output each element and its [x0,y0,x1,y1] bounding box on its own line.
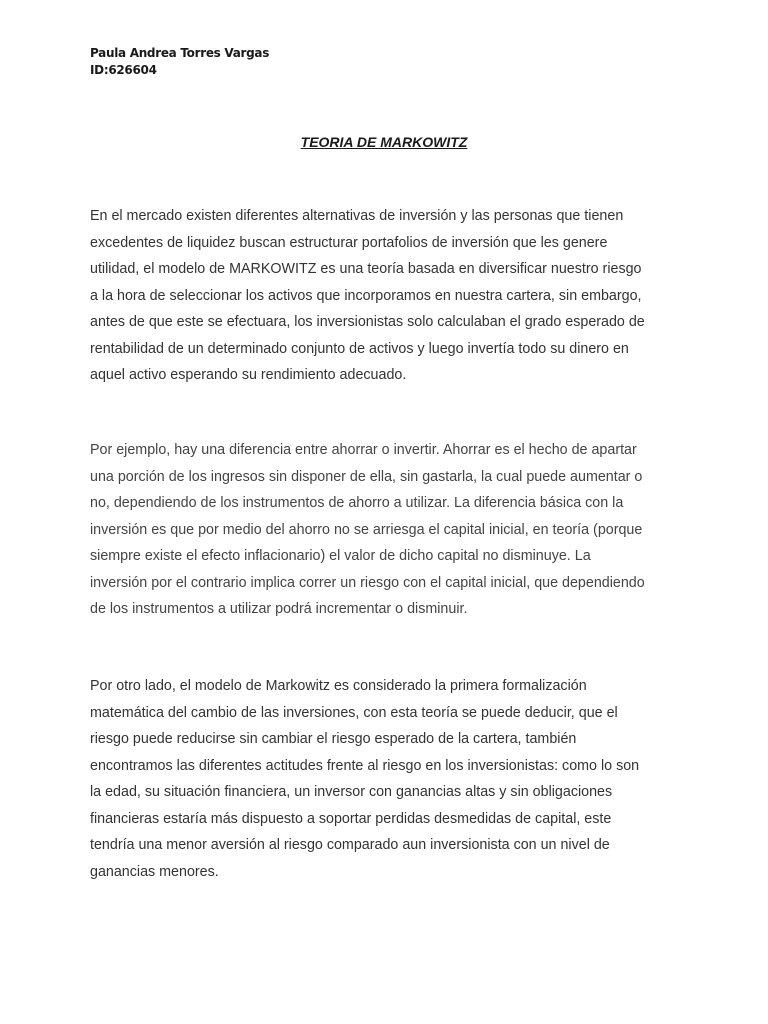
paragraph-line: inversión por el contrario implica correr un riesgo con el capital inicial, que dependiendo [90,574,645,591]
paragraph-line: excedentes de liquidez buscan estructurar portafolios de inversión que les genere [90,234,608,251]
author-id: ID:626604 [90,63,157,77]
paragraph-line: de los instrumentos a utilizar podrá incrementar o disminuir. [90,601,468,617]
author-block [90,45,269,79]
paragraph-line: tendría una menor aversión al riesgo comparado aun inversionista con un nivel de [90,837,610,853]
paragraph-line: la edad, su situación financiera, un inversor con ganancias altas y sin obligaciones [90,784,613,800]
author-name: Paula Andrea Torres Vargas [90,46,270,60]
paragraph-line: En el mercado existen diferentes alternativas de inversión y las personas que tienen [90,208,624,224]
paragraph-line: utilidad, el modelo de MARKOWITZ es una teoría basada en diversificar nuestro riesgo [90,261,642,277]
paragraph-line: a la hora de seleccionar los activos que incorporamos en nuestra cartera, sin embargo, [90,287,642,304]
paragraph-line: siempre existe el efecto inflacionario) el valor de dicho capital no disminuye. La [90,548,591,564]
paragraph-line: encontramos las diferentes actitudes frente al riesgo en los inversionistas: como lo son [90,757,640,774]
paragraph-line: financieras estaría más dispuesto a soportar perdidas desmedidas de capital, este [90,810,612,827]
paragraph-line: no, dependiendo de los instrumentos de ahorro a utilizar. La diferencia básica con la [90,495,624,511]
paragraph-line: una porción de los ingresos sin disponer de ella, sin gastarla, la cual puede aumentar o [90,468,643,485]
paragraph-line: riesgo puede reducirse sin cambiar el riesgo esperado de la cartera, también [90,731,577,747]
paragraph-line: Por ejemplo, hay una diferencia entre ahorrar o invertir. Ahorrar es el hecho de apartar [90,442,637,458]
paragraph-line: antes de que este se efectuara, los inversionistas solo calculaban el grado esperado de [90,314,645,330]
paragraph-line: rentabilidad de un determinado conjunto de activos y luego invertía todo su dinero en [90,340,629,357]
paragraph-line: ganancias menores. [90,863,219,880]
paragraph-1 [90,203,676,389]
paragraph-2 [90,437,676,623]
paragraph-3 [90,673,676,885]
paragraph-line: inversión es que por medio del ahorro no se arriesga el capital inicial, en teoría (porque [90,521,643,538]
document-title: TEORIA DE MARKOWITZ [300,134,468,150]
paragraph-line: Por otro lado, el modelo de Markowitz es considerado la primera formalización [90,678,587,694]
paragraph-line: aquel activo esperando su rendimiento adecuado. [90,367,407,383]
paragraph-line: matemática del cambio de las inversiones, con esta teoría se puede deducir, que el [90,704,618,721]
